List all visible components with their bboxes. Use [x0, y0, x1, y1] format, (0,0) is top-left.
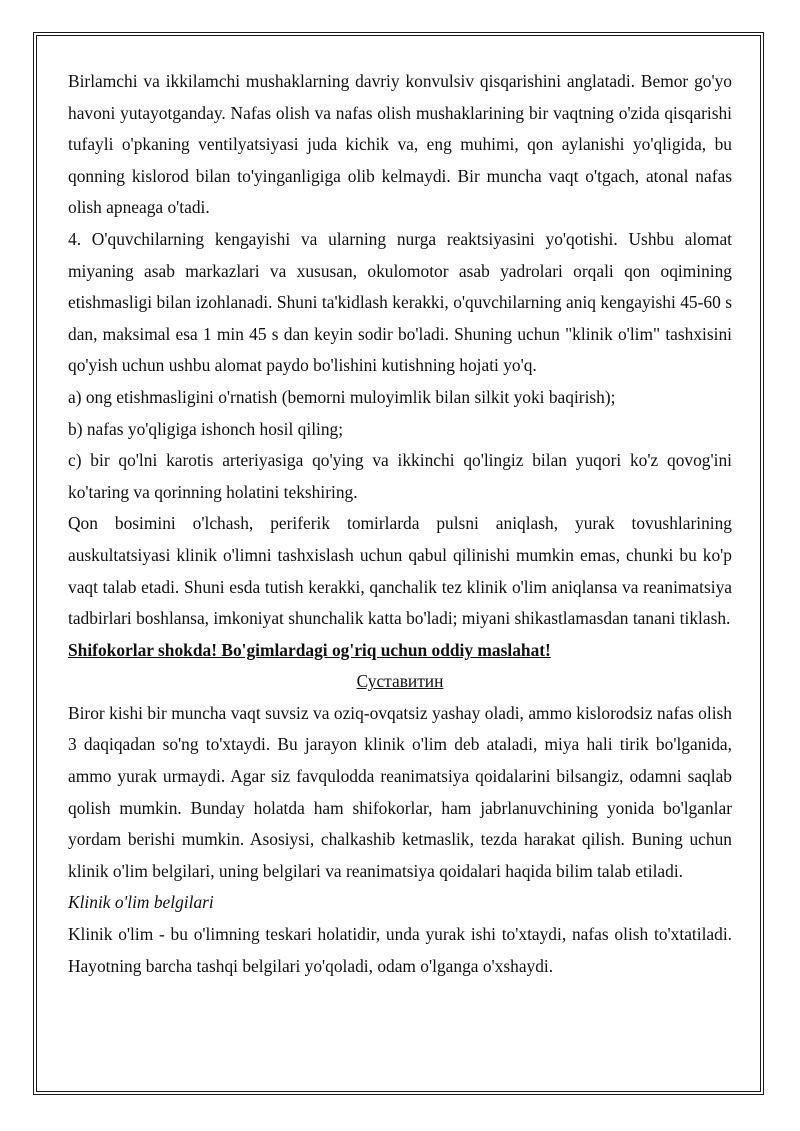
list-item-c: c) bir qo'lni karotis arteriyasiga qo'ying va ikkinchi qo'lingiz bilan yuqori ko'z qovog'ini ko'taring va qorinning holatini tekshiring.	[68, 450, 732, 502]
document-body	[68, 66, 732, 982]
paragraph-pupils: 4. O'quvchilarning kengayishi va ularning nurga reaktsiyasini yo'qotishi. Ushbu alomat miyaning asab markazlari va xususan, okulomotor asab yadrolari orqali qon oqimining etishmasligi bilan izohlanadi. Shuni ta'kidlash kerakki, o'quvchilarning aniq kengayishi 45-60 s dan, maksimal esa 1 min 45 s dan keyin sodir bo'ladi. Shuning uchun "klinik o'lim" tashxisini qo'yish uchun ushbu alomat paydo bo'lishini kutishning hojati yo'q.	[68, 228, 732, 376]
promo-link[interactable]: Суставитин	[356, 671, 444, 692]
paragraph-convulsions: Birlamchi va ikkilamchi mushaklarning davriy konvulsiv qisqarishini anglatadi. Bemor go'yo havoni yutayotganday. Nafas olish va nafas olish mushaklarining bir vaqtning o'zida qisqarishi tufayli o'pkaning ventilyatsiyasi juda kichik va, eng muhimi, qon aylanishi yo'qligida, bu qonning kislorod bilan to'yinganligiga olib kelmaydi. Bir muncha vaqt o'tgach, atonal nafas olish apneaga o'tadi.	[68, 71, 732, 218]
paragraph-oxygen: Biror kishi bir muncha vaqt suvsiz va oziq-ovqatsiz yashay oladi, ammo kislorodsiz nafas olish 3 daqiqadan so'ng to'xtaydi. Bu jarayon klinik o'lim deb ataladi, miya hali tirik bo'lganida, ammo yurak urmaydi. Agar siz favqulodda reanimatsiya qoidalarini bilsangiz, odamni saqlab qolish mumkin. Bunday holatda ham shifokorlar, ham jabrlanuvchining yonida bo'lganlar yordam berishi mumkin. Asosiysi, chalkashib ketmaslik, tezda harakat qilish. Buning uchun klinik o'lim belgilari, uning belgilari va reanimatsiya qoidalari haqida bilim talab etiladi.	[68, 702, 732, 881]
paragraph-definition: Klinik o'lim - bu o'limning teskari holatidir, unda yurak ishi to'xtaydi, nafas olish to'xtatiladi. Hayotning barcha tashqi belgilari yo'qoladi, odam o'lganga o'xshaydi.	[68, 924, 732, 976]
promo-heading[interactable]: Shifokorlar shokda! Bo'gimlardagi og'riq uchun oddiy maslahat!	[68, 639, 551, 660]
section-subheading: Klinik o'lim belgilari	[68, 892, 214, 913]
paragraph-blood-pressure: Qon bosimini o'lchash, periferik tomirlarda pulsni aniqlash, yurak tovushlarining auskultatsiyasi klinik o'limni tashxislash uchun qabul qilinishi mumkin emas, chunki bu ko'p vaqt talab etadi. Shuni esda tutish kerakki, qanchalik tez klinik o'lim aniqlansa va reanimatsiya tadbirlari boshlansa, imkoniyat shunchalik katta bo'ladi; miyani shikastlamasdan tanani tiklash.	[68, 513, 732, 629]
list-item-a: a) ong etishmasligini o'rnatish (bemorni muloyimlik bilan silkit yoki baqirish);	[68, 386, 616, 407]
list-item-b: b) nafas yo'qligiga ishonch hosil qiling;	[68, 418, 344, 439]
